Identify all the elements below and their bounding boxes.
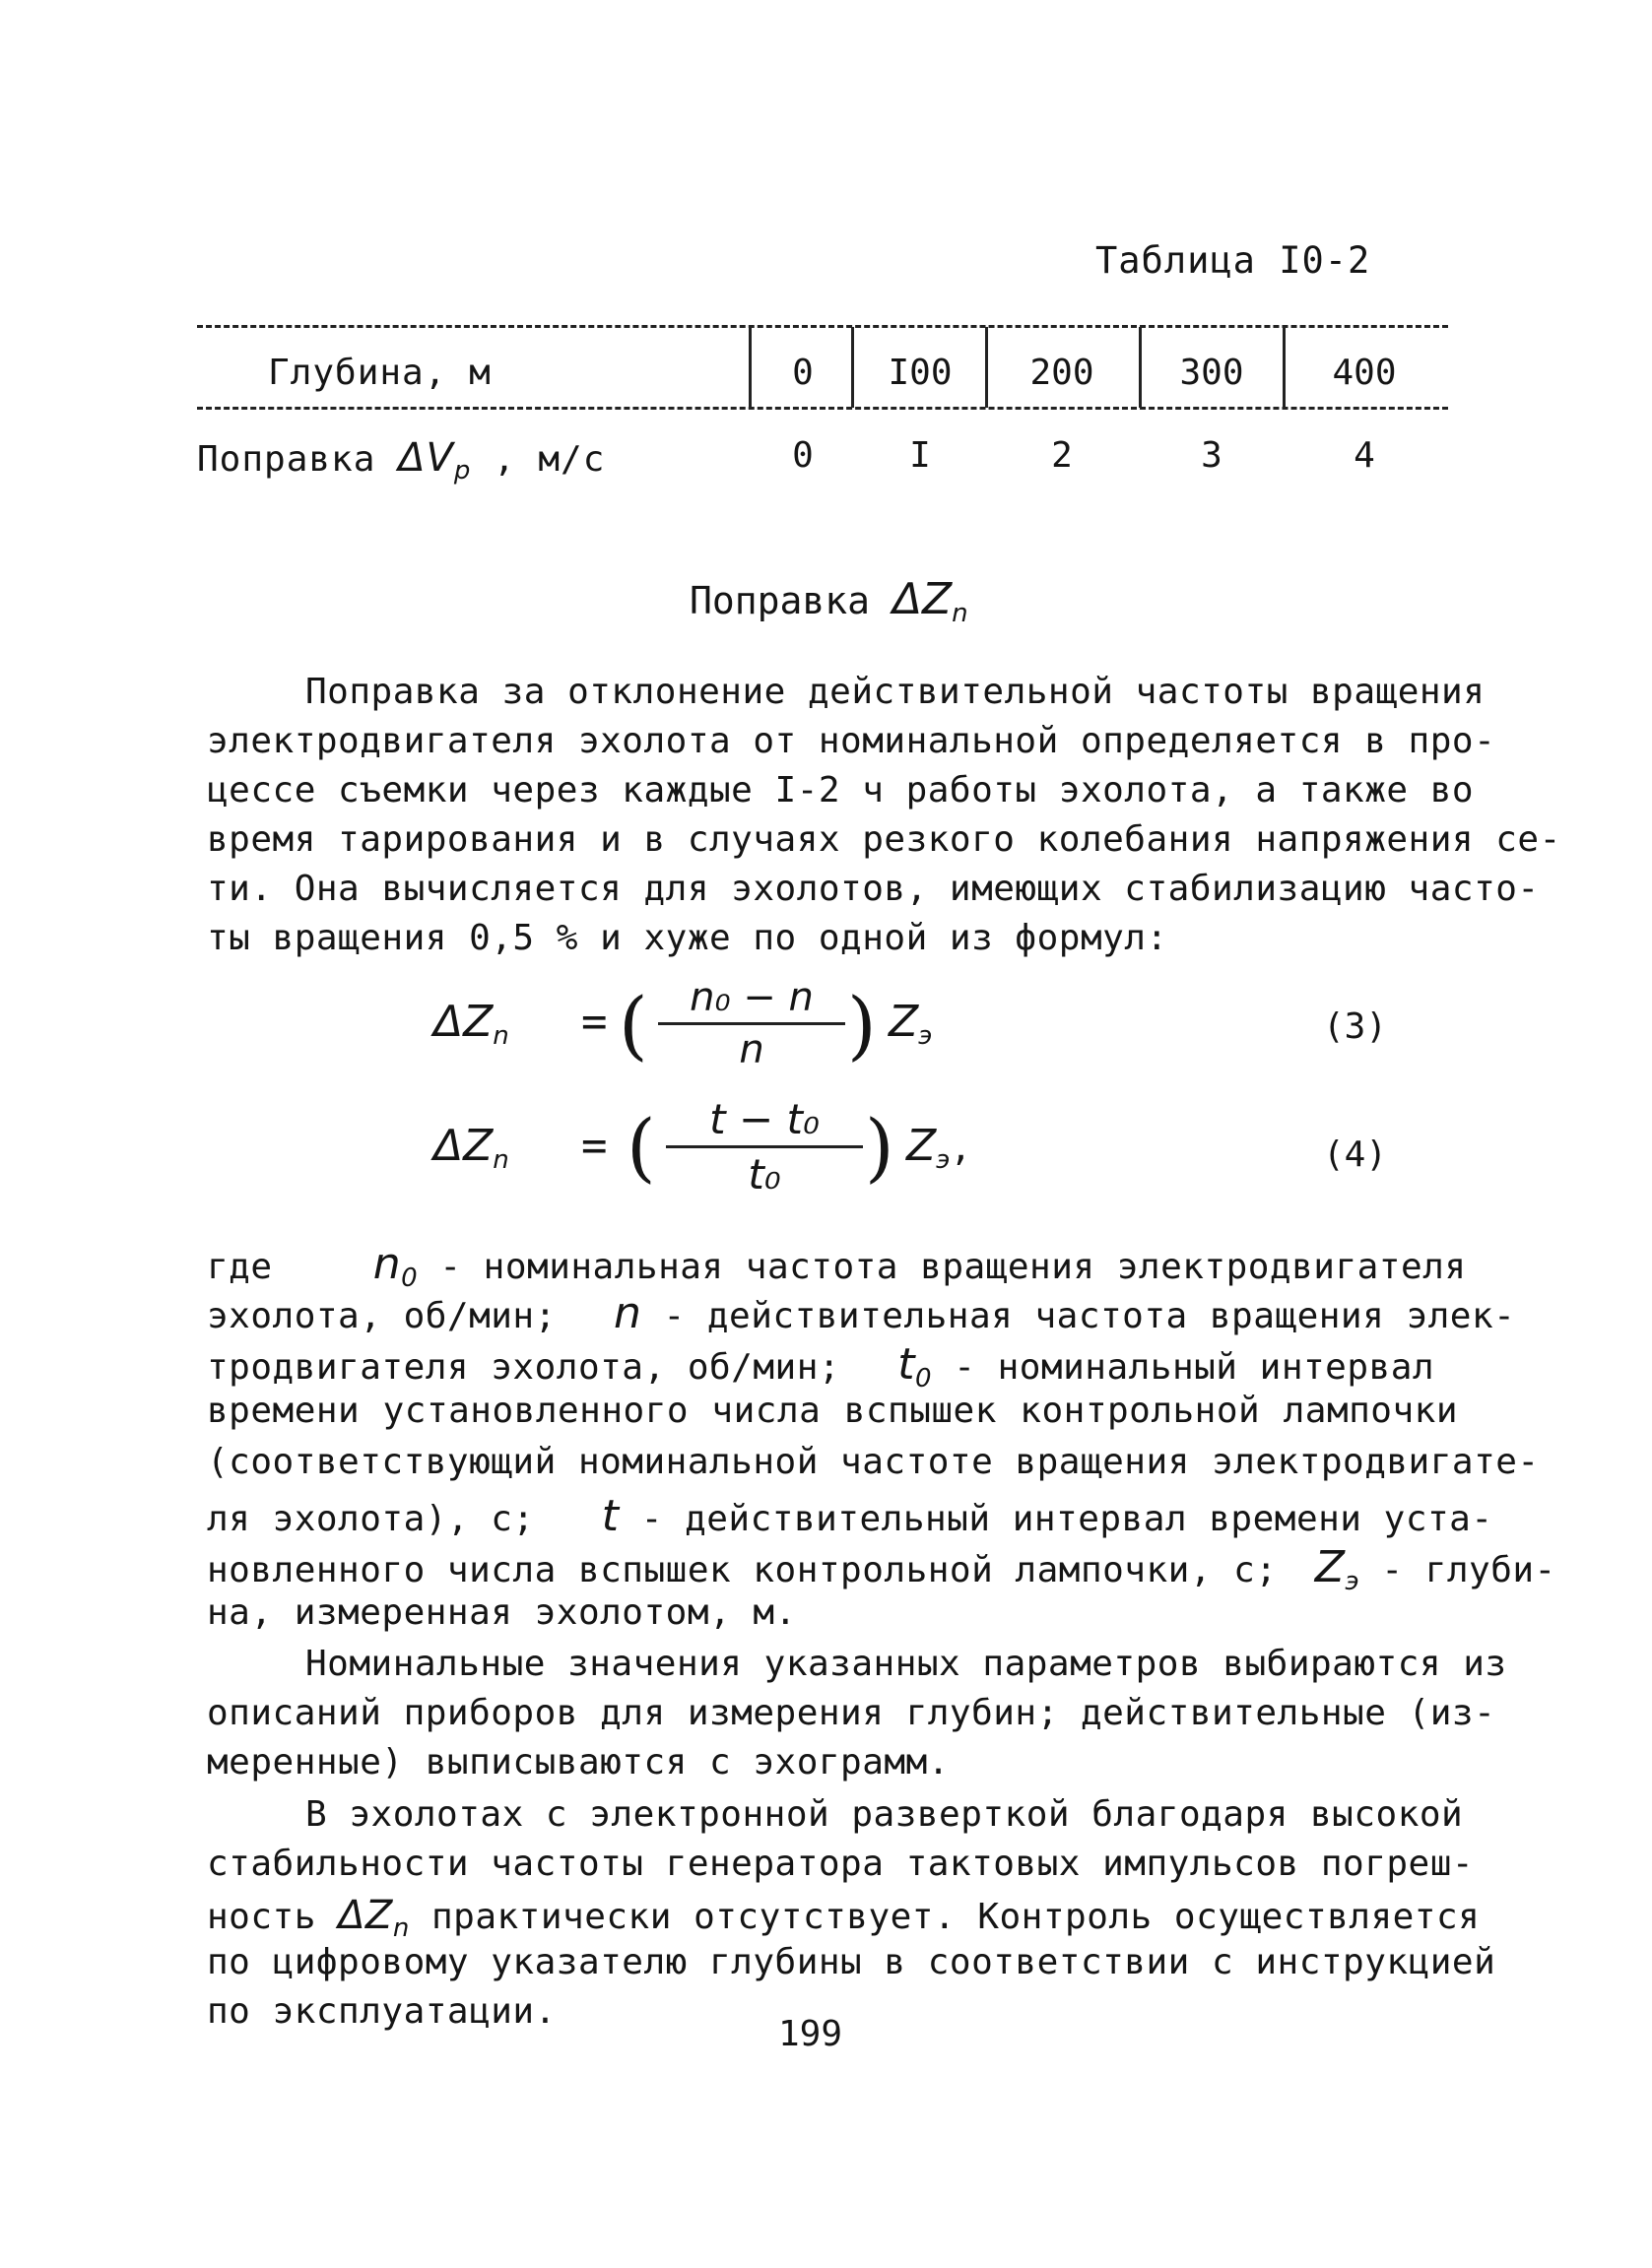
table-header-rule bbox=[197, 407, 1448, 410]
text-line: цессе съемки через каждые I-2 ч работы эхолота, а также во bbox=[207, 770, 1475, 810]
table-caption: Таблица I0-2 bbox=[1095, 239, 1371, 282]
table-top-rule bbox=[197, 325, 1448, 328]
delta-v-subscript: р bbox=[453, 456, 472, 486]
formula-4 bbox=[433, 1093, 1419, 1231]
table-correction-cell: 3 bbox=[1201, 435, 1222, 476]
text-line bbox=[207, 1239, 1467, 1293]
n0-symbol: n bbox=[372, 1239, 402, 1289]
equals-sign: = bbox=[581, 1121, 608, 1171]
table-column-divider bbox=[851, 327, 854, 408]
text-fragment: ность bbox=[207, 1897, 316, 1937]
delta-z-symbol: ΔZ bbox=[338, 1893, 393, 1938]
depth-correction-table bbox=[197, 325, 1448, 492]
text-line: ти. Она вычисляется для эхолотов, имеющих стабилизацию часто- bbox=[207, 869, 1540, 909]
open-paren: ( bbox=[627, 1103, 656, 1191]
delta-z-subscript: n bbox=[392, 1913, 410, 1943]
text-line: описаний приборов для измерения глубин; действительные (из- bbox=[207, 1693, 1496, 1733]
formula-4-comma: , bbox=[950, 1129, 972, 1169]
formula-4-rhs-symbol: Z bbox=[906, 1121, 937, 1171]
z-definition: - глуби- bbox=[1359, 1550, 1556, 1590]
text-line: времени установленного числа вспышек контрольной лампочки bbox=[207, 1391, 1458, 1431]
text-line: В эхолотах с электронной разверткой благодаря высокой bbox=[305, 1794, 1464, 1835]
page-number: 199 bbox=[778, 2014, 843, 2054]
table-correction-cell: 4 bbox=[1354, 435, 1375, 476]
formula-3-lhs-subscript: n bbox=[493, 1021, 509, 1051]
formula-4-fraction bbox=[666, 1095, 863, 1199]
formula-4-rhs-subscript: э bbox=[936, 1145, 951, 1175]
formula-4-lhs-symbol: ΔZ bbox=[433, 1121, 494, 1171]
text-fragment: эхолота, об/мин; bbox=[207, 1296, 557, 1336]
text-line: электродвигателя эхолота от номинальной определяется в про- bbox=[207, 721, 1496, 761]
formula-4-rhs bbox=[906, 1121, 971, 1175]
formula-4-numerator: t − t₀ bbox=[709, 1095, 820, 1143]
table-correction-cell: 0 bbox=[792, 435, 814, 476]
formula-3-lhs bbox=[433, 997, 509, 1051]
text-line bbox=[207, 1893, 1481, 1943]
table-depth-cell: 200 bbox=[1029, 353, 1094, 393]
text-fragment: ля эхолота), с; bbox=[207, 1499, 535, 1539]
text-line bbox=[207, 1288, 1516, 1338]
text-line: на, измеренная эхолотом, м. bbox=[207, 1592, 797, 1633]
formula-4-denominator: t₀ bbox=[748, 1150, 781, 1199]
equation-number-3: (3) bbox=[1323, 1006, 1388, 1047]
fraction-bar bbox=[666, 1145, 863, 1148]
text-line: время тарирования и в случаях резкого колебания напряжения се- bbox=[207, 819, 1561, 860]
table-depth-cell: 300 bbox=[1179, 353, 1244, 393]
t0-subscript: 0 bbox=[915, 1364, 933, 1393]
formula-3-lhs-symbol: ΔZ bbox=[433, 997, 494, 1047]
close-paren: ) bbox=[865, 1103, 894, 1191]
t0-definition: - номинальный интервал bbox=[932, 1347, 1435, 1388]
z-subscript: э bbox=[1345, 1567, 1360, 1596]
where-word: где bbox=[207, 1247, 273, 1287]
section-heading-text: Поправка bbox=[690, 579, 871, 622]
text-fragment: практически отсутствует. Контроль осуществляется bbox=[409, 1897, 1481, 1937]
text-fragment: тродвигателя эхолота, об/мин; bbox=[207, 1347, 841, 1388]
t-symbol: t bbox=[601, 1491, 620, 1541]
text-fragment: новленного числа вспышек контрольной лампочки, с; bbox=[207, 1550, 1278, 1590]
text-line: меренные) выписываются с эхограмм. bbox=[207, 1742, 950, 1782]
text-line: по эксплуатации. bbox=[207, 1991, 557, 2032]
text-line bbox=[207, 1542, 1556, 1596]
z-symbol: Z bbox=[1314, 1542, 1346, 1592]
table-column-divider bbox=[1139, 327, 1142, 408]
section-heading bbox=[690, 574, 968, 628]
formula-3-rhs-symbol: Z bbox=[889, 997, 919, 1047]
text-line: Поправка за отклонение действительной частоты вращения bbox=[305, 672, 1486, 712]
formula-3-fraction bbox=[658, 975, 845, 1072]
correction-label-prefix: Поправка bbox=[197, 439, 376, 480]
table-depth-cell: 0 bbox=[792, 353, 814, 393]
table-column-divider bbox=[985, 327, 988, 408]
formula-3-numerator: n₀ − n bbox=[690, 975, 814, 1020]
open-paren: ( bbox=[619, 981, 648, 1069]
table-correction-label bbox=[197, 435, 605, 486]
n0-definition: - номинальная частота вращения электродвигателя bbox=[418, 1247, 1467, 1287]
text-line bbox=[207, 1339, 1458, 1393]
table-depth-cell: 400 bbox=[1332, 353, 1397, 393]
t0-symbol: t bbox=[897, 1339, 915, 1390]
text-line: ты вращения 0,5 % и хуже по одной из формул: bbox=[207, 918, 1168, 958]
text-line: по цифровому указателю глубины в соответствии с инструкцией bbox=[207, 1942, 1496, 1982]
t-definition: - действительный интервал времени уста- bbox=[619, 1499, 1493, 1539]
text-line: (соответствующий номинальной частоте вращения электродвигате- bbox=[207, 1442, 1540, 1482]
correction-label-suffix: , м/с bbox=[494, 439, 606, 480]
text-line bbox=[207, 1491, 1493, 1541]
formula-3-denominator: n bbox=[739, 1027, 764, 1072]
text-line: стабильности частоты генератора тактовых импульсов погреш- bbox=[207, 1844, 1475, 1884]
table-depth-cell: I00 bbox=[888, 353, 953, 393]
n0-subscript: 0 bbox=[401, 1264, 419, 1293]
equation-number-4: (4) bbox=[1323, 1134, 1388, 1175]
formula-3-rhs bbox=[889, 997, 932, 1051]
table-correction-cell: I bbox=[909, 435, 931, 476]
delta-z-subscript: n bbox=[952, 599, 968, 628]
n-symbol: n bbox=[613, 1288, 642, 1338]
equals-sign: = bbox=[581, 997, 608, 1047]
formula-4-lhs bbox=[433, 1121, 509, 1175]
fraction-bar bbox=[658, 1022, 845, 1025]
delta-v-symbol: ΔV bbox=[398, 435, 454, 481]
text-line: Номинальные значения указанных параметров выбираются из bbox=[305, 1644, 1507, 1684]
delta-z-symbol: ΔZ bbox=[892, 574, 953, 624]
formula-3 bbox=[433, 975, 1419, 1113]
n-definition: - действительная частота вращения элек- bbox=[641, 1296, 1516, 1336]
table-column-divider bbox=[749, 327, 752, 408]
table-correction-cell: 2 bbox=[1051, 435, 1073, 476]
table-column-divider bbox=[1283, 327, 1286, 408]
formula-3-rhs-subscript: э bbox=[918, 1021, 933, 1051]
formula-4-lhs-subscript: n bbox=[493, 1145, 509, 1175]
table-header-label: Глубина, м bbox=[268, 353, 492, 393]
close-paren: ) bbox=[847, 981, 877, 1069]
